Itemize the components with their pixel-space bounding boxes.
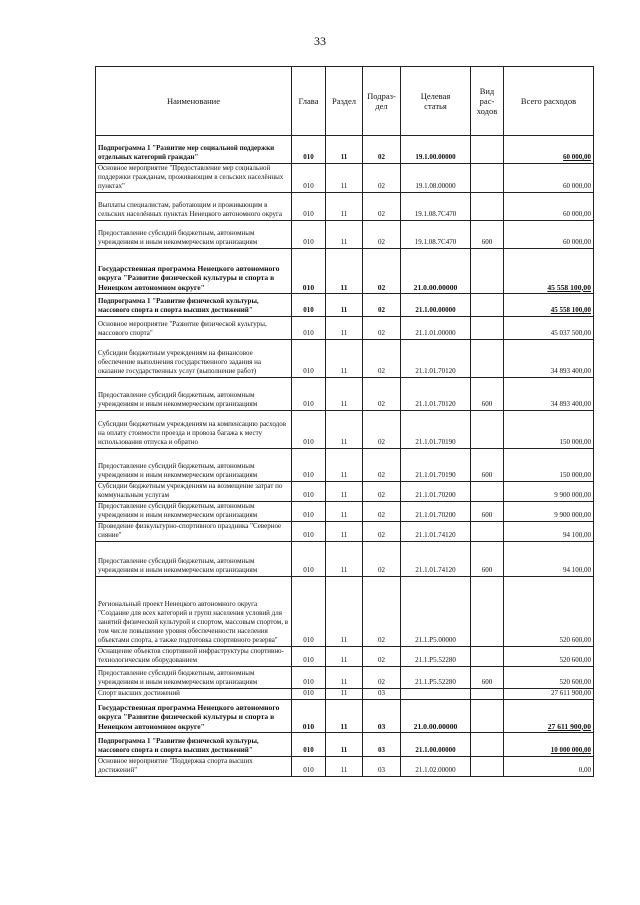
cell-target: 21.0.00.00000 (401, 249, 471, 294)
cell-glava: 010 (292, 647, 326, 667)
cell-podrazdel: 02 (363, 193, 401, 221)
cell-name: Основное мероприятие "Развитие физической культуры, массового спорта" (96, 317, 292, 340)
cell-podrazdel: 03 (363, 700, 401, 733)
cell-vid: 600 (471, 378, 504, 411)
cell-glava: 010 (292, 249, 326, 294)
cell-name: Выплаты специалистам, работающим и проживающим в сельских населённых пунктах Ненецкого автономного округа (96, 193, 292, 221)
cell-total: 10 000 000,00 (504, 733, 594, 757)
cell-glava: 010 (292, 164, 326, 193)
table-header-row (96, 67, 594, 136)
table-row (96, 700, 594, 733)
cell-total: 150 000,00 (504, 411, 594, 449)
cell-glava: 010 (292, 689, 326, 700)
cell-podrazdel: 02 (363, 317, 401, 340)
cell-glava: 010 (292, 317, 326, 340)
cell-vid (471, 136, 504, 164)
cell-target: 21.1.P5.00000 (401, 577, 471, 647)
cell-glava: 010 (292, 502, 326, 522)
cell-podrazdel: 03 (363, 757, 401, 777)
table-row (96, 193, 594, 221)
cell-target (401, 689, 471, 700)
cell-target: 21.1.00.00000 (401, 733, 471, 757)
cell-name: Предоставление субсидий бюджетным, автономным учреждениям и иным некоммерческим организациям (96, 502, 292, 522)
table-row (96, 411, 594, 449)
cell-name: Основное мероприятие "Предоставление мер социальной поддержки гражданам, проживающим в сельских населённых пунктах" (96, 164, 292, 193)
cell-target: 21.1.01.74120 (401, 522, 471, 542)
cell-vid (471, 411, 504, 449)
cell-name: Предоставление субсидий бюджетным, автономным учреждениям и иным некоммерческим организациям (96, 667, 292, 689)
cell-vid (471, 689, 504, 700)
cell-total: 9 900 000,00 (504, 482, 594, 502)
cell-vid (471, 577, 504, 647)
cell-total: 60 000,00 (504, 193, 594, 221)
cell-total: 27 611 900,00 (504, 700, 594, 733)
header-glava: Глава (292, 67, 326, 136)
cell-target: 19.1.08.7С470 (401, 221, 471, 249)
cell-vid (471, 249, 504, 294)
cell-razdel: 11 (326, 164, 363, 193)
cell-podrazdel: 02 (363, 449, 401, 482)
cell-vid: 600 (471, 502, 504, 522)
cell-glava: 010 (292, 411, 326, 449)
cell-podrazdel: 02 (363, 502, 401, 522)
cell-razdel: 11 (326, 502, 363, 522)
cell-name: Предоставление субсидий бюджетным, автономным учреждениям и иным некоммерческим организациям (96, 542, 292, 577)
cell-glava: 010 (292, 449, 326, 482)
cell-razdel: 11 (326, 294, 363, 317)
cell-total: 0,00 (504, 757, 594, 777)
cell-podrazdel: 02 (363, 164, 401, 193)
cell-target: 21.1.01.70120 (401, 378, 471, 411)
cell-total: 9 900 000,00 (504, 502, 594, 522)
cell-vid (471, 647, 504, 667)
cell-total: 94 100,00 (504, 542, 594, 577)
page-number: 33 (314, 34, 326, 48)
cell-target: 19.1.08.7С470 (401, 193, 471, 221)
cell-name: Предоставление субсидий бюджетным, автономным учреждениям и иным некоммерческим организациям (96, 449, 292, 482)
cell-razdel: 11 (326, 482, 363, 502)
cell-target: 21.1.02.00000 (401, 757, 471, 777)
cell-podrazdel: 02 (363, 378, 401, 411)
cell-total: 94 100,00 (504, 522, 594, 542)
cell-razdel: 11 (326, 411, 363, 449)
cell-podrazdel: 02 (363, 136, 401, 164)
cell-glava: 010 (292, 700, 326, 733)
cell-glava: 010 (292, 340, 326, 378)
table-row (96, 249, 594, 294)
cell-podrazdel: 02 (363, 482, 401, 502)
table-row (96, 317, 594, 340)
cell-target: 21.1.01.70190 (401, 411, 471, 449)
cell-target: 19.1.08.00000 (401, 164, 471, 193)
table-row (96, 542, 594, 577)
table-row (96, 340, 594, 378)
cell-podrazdel: 02 (363, 294, 401, 317)
cell-name: Подпрограмма 1 "Развитие физической культуры, массового спорта и спорта высших достижений" (96, 294, 292, 317)
cell-vid (471, 482, 504, 502)
table-row (96, 689, 594, 700)
cell-target: 21.1.P5.52280 (401, 647, 471, 667)
cell-razdel: 11 (326, 221, 363, 249)
cell-vid (471, 757, 504, 777)
cell-vid (471, 164, 504, 193)
header-podrazdel: Подраз- дел (363, 67, 401, 136)
table-row (96, 577, 594, 647)
table-row (96, 378, 594, 411)
cell-total: 27 611 900,00 (504, 689, 594, 700)
cell-name: Спорт высших достижений (96, 689, 292, 700)
cell-total: 34 893 400,00 (504, 340, 594, 378)
cell-vid (471, 340, 504, 378)
cell-razdel: 11 (326, 689, 363, 700)
cell-target: 21.1.P5.52280 (401, 667, 471, 689)
cell-podrazdel: 02 (363, 647, 401, 667)
cell-vid (471, 700, 504, 733)
header-total: Всего расходов (504, 67, 594, 136)
cell-vid (471, 733, 504, 757)
header-name: Наименование (96, 67, 292, 136)
cell-vid: 600 (471, 667, 504, 689)
cell-razdel: 11 (326, 577, 363, 647)
header-target: Целевая статья (401, 67, 471, 136)
cell-razdel: 11 (326, 340, 363, 378)
cell-target: 21.1.01.70120 (401, 340, 471, 378)
cell-target: 21.1.01.74120 (401, 542, 471, 577)
cell-vid: 600 (471, 542, 504, 577)
cell-name: Государственная программа Ненецкого автономного округа "Развитие физической культуры и спорта в Ненецком автономном округе" (96, 700, 292, 733)
cell-razdel: 11 (326, 757, 363, 777)
cell-vid (471, 317, 504, 340)
cell-target: 21.1.01.70200 (401, 502, 471, 522)
header-vid: Вид рас- ходов (471, 67, 504, 136)
cell-name: Региональный проект Ненецкого автономного округа "Создание для всех категорий и групп населения условий для занятий физической культурой и спортом, массовым спортом, в том числе повышение уровня обеспеченности населения объектами спорта, а также подготовка спортивного резерва" (96, 577, 292, 647)
table-row (96, 502, 594, 522)
cell-razdel: 11 (326, 647, 363, 667)
cell-glava: 010 (292, 757, 326, 777)
cell-glava: 010 (292, 733, 326, 757)
cell-podrazdel: 02 (363, 340, 401, 378)
cell-glava: 010 (292, 221, 326, 249)
cell-glava: 010 (292, 522, 326, 542)
cell-name: Подпрограмма 1 "Развитие физической культуры, массового спорта и спорта высших достижений" (96, 733, 292, 757)
cell-target: 21.0.00.00000 (401, 700, 471, 733)
cell-podrazdel: 02 (363, 522, 401, 542)
cell-name: Проведение физкультурно-спортивного праздника "Северное сияние" (96, 522, 292, 542)
cell-vid: 600 (471, 449, 504, 482)
cell-name: Предоставление субсидий бюджетным, автономным учреждениям и иным некоммерческим организациям (96, 221, 292, 249)
cell-total: 34 893 400,00 (504, 378, 594, 411)
cell-total: 45 558 100,00 (504, 294, 594, 317)
cell-glava: 010 (292, 482, 326, 502)
cell-total: 60 000,00 (504, 221, 594, 249)
cell-razdel: 11 (326, 542, 363, 577)
cell-razdel: 11 (326, 449, 363, 482)
cell-vid (471, 522, 504, 542)
table-row (96, 482, 594, 502)
cell-razdel: 11 (326, 378, 363, 411)
cell-glava: 010 (292, 378, 326, 411)
cell-podrazdel: 02 (363, 577, 401, 647)
cell-name: Субсидии бюджетным учреждениям на возмещение затрат по коммунальным услугам (96, 482, 292, 502)
cell-total: 45 037 500,00 (504, 317, 594, 340)
cell-name: Предоставление субсидий бюджетным, автономным учреждениям и иным некоммерческим организациям (96, 378, 292, 411)
cell-total: 150 000,00 (504, 449, 594, 482)
header-razdel: Раздел (326, 67, 363, 136)
table-row (96, 136, 594, 164)
cell-vid (471, 294, 504, 317)
cell-target: 21.1.01.70200 (401, 482, 471, 502)
cell-total: 520 600,00 (504, 577, 594, 647)
cell-total: 60 000,00 (504, 136, 594, 164)
cell-podrazdel: 02 (363, 249, 401, 294)
table-row (96, 522, 594, 542)
cell-target: 21.1.01.00000 (401, 317, 471, 340)
cell-total: 60 000,00 (504, 164, 594, 193)
table-row (96, 757, 594, 777)
cell-total: 45 558 100,00 (504, 249, 594, 294)
cell-podrazdel: 02 (363, 411, 401, 449)
table-body (96, 136, 594, 777)
cell-razdel: 11 (326, 522, 363, 542)
table-row (96, 449, 594, 482)
cell-glava: 010 (292, 294, 326, 317)
cell-vid: 600 (471, 221, 504, 249)
table-row (96, 733, 594, 757)
cell-glava: 010 (292, 193, 326, 221)
table-row (96, 667, 594, 689)
cell-name: Субсидии бюджетным учреждениям на финансовое обеспечение выполнения государственного задания на оказание государственных услуг (выполнение работ) (96, 340, 292, 378)
cell-glava: 010 (292, 542, 326, 577)
cell-total: 520 600,00 (504, 667, 594, 689)
cell-podrazdel: 02 (363, 667, 401, 689)
table-row (96, 164, 594, 193)
cell-razdel: 11 (326, 193, 363, 221)
cell-podrazdel: 02 (363, 221, 401, 249)
cell-razdel: 11 (326, 249, 363, 294)
cell-podrazdel: 03 (363, 733, 401, 757)
cell-glava: 010 (292, 667, 326, 689)
cell-glava: 010 (292, 136, 326, 164)
table-row (96, 221, 594, 249)
cell-razdel: 11 (326, 667, 363, 689)
cell-name: Субсидии бюджетным учреждениям на компенсацию расходов на оплату стоимости проезда и провоза багажа к месту использования отпуска и обратно (96, 411, 292, 449)
table-row (96, 294, 594, 317)
cell-podrazdel: 02 (363, 542, 401, 577)
cell-target: 21.1.00.00000 (401, 294, 471, 317)
table-row (96, 647, 594, 667)
cell-razdel: 11 (326, 136, 363, 164)
cell-name: Подпрограмма 1 "Развитие мер социальной поддержки отдельных категорий граждан" (96, 136, 292, 164)
cell-name: Оснащение объектов спортивной инфраструктуры спортивно-технологическим оборудованием (96, 647, 292, 667)
cell-target: 21.1.01.70190 (401, 449, 471, 482)
budget-table (95, 66, 594, 777)
cell-razdel: 11 (326, 733, 363, 757)
cell-glava: 010 (292, 577, 326, 647)
cell-total: 520 600,00 (504, 647, 594, 667)
cell-name: Основное мероприятие "Поддержка спорта высших достижений" (96, 757, 292, 777)
cell-vid (471, 193, 504, 221)
cell-podrazdel: 03 (363, 689, 401, 700)
cell-target: 19.1.00.00000 (401, 136, 471, 164)
cell-name: Государственная программа Ненецкого автономного округа "Развитие физической культуры и спорта в Ненецком автономном округе" (96, 249, 292, 294)
cell-razdel: 11 (326, 700, 363, 733)
cell-razdel: 11 (326, 317, 363, 340)
